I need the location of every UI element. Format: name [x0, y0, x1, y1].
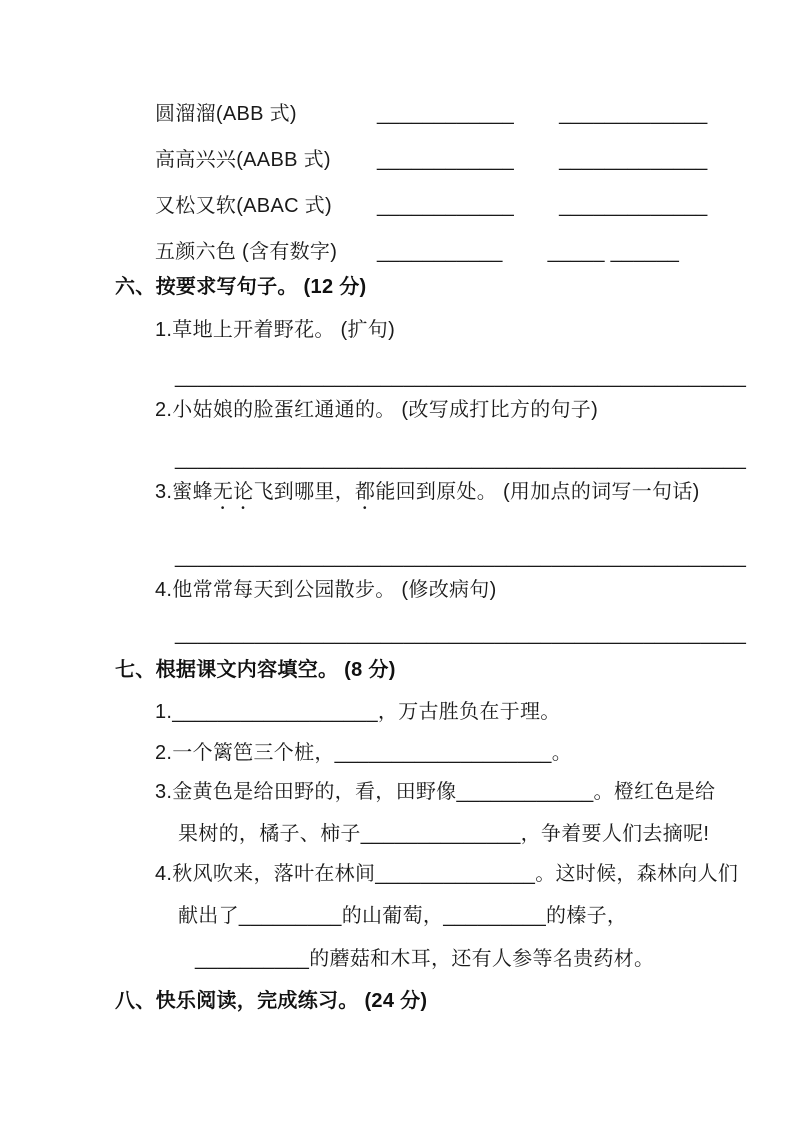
answer-blank: _____ ______: [547, 241, 680, 263]
answer-line: __________________________________________________: [175, 546, 747, 568]
question-7-4-line1: 4.秋风吹来，落叶在林间______________。这时候，森林向人们: [155, 863, 739, 885]
section-seven-heading: 七、根据课文内容填空。 (8 分): [115, 659, 396, 681]
answer-blank: ____________: [377, 149, 515, 171]
word-form-row: [155, 149, 773, 172]
section-eight: [115, 990, 773, 1013]
question-7-3-line1: 3.金黄色是给田野的，看，田野像____________。橙红色是给: [155, 781, 716, 803]
answer-blank: _____________: [559, 149, 708, 171]
dotted-word: 无论: [212, 481, 254, 503]
section-six-heading: 六、按要求写句子。 (12 分): [115, 276, 367, 298]
question-6-1: 1.草地上开着野花。 (扩句): [155, 319, 396, 341]
answer-blank: ___________: [377, 241, 503, 263]
answer-blank: _____________: [559, 195, 708, 217]
question-text-segment: 3.蜜蜂: [155, 481, 213, 503]
word-form-label: 圆溜溜(ABB 式): [155, 103, 297, 125]
answer-line: __________________________________________________: [175, 448, 747, 470]
question-6-3: [155, 481, 773, 514]
word-form-row: [155, 103, 773, 126]
question-7-3-line2: 果树的，橘子、柿子______________，争着要人们去摘呢!: [178, 823, 710, 845]
section-seven: [115, 659, 773, 971]
question-text-segment: 能回到原处。 (用加点的词写一句话): [375, 481, 700, 503]
answer-line: __________________________________________________: [175, 366, 747, 388]
question-7-2: 2.一个篱笆三个桩，___________________。: [155, 742, 573, 764]
answer-blank: ____________: [377, 103, 515, 125]
question-6-2: 2.小姑娘的脸蛋红通通的。 (改写成打比方的句子): [155, 399, 599, 421]
answer-blank: ____________: [377, 195, 515, 217]
answer-blank: _____________: [559, 103, 708, 125]
section-eight-heading: 八、快乐阅读，完成练习。 (24 分): [115, 990, 428, 1012]
question-7-4-line2: 献出了_________的山葡萄，_________的榛子，: [178, 905, 628, 927]
section-six: [115, 276, 773, 646]
word-form-label: 高高兴兴(AABB 式): [155, 149, 331, 171]
question-7-4-line3: __________的蘑菇和木耳，还有人参等名贵药材。: [195, 948, 655, 970]
question-text-segment: 飞到哪里，: [253, 481, 355, 503]
dotted-word: 都: [355, 481, 376, 503]
word-form-label: 五颜六色 (含有数字): [155, 241, 338, 263]
word-form-row: [155, 241, 773, 264]
word-form-section: [115, 103, 773, 264]
word-form-label: 又松又软(ABAC 式): [155, 195, 332, 217]
answer-line: __________________________________________________: [175, 623, 747, 645]
question-6-4: 4.他常常每天到公园散步。 (修改病句): [155, 579, 497, 601]
word-form-row: [155, 195, 773, 218]
question-7-1: 1.__________________，万古胜负在于理。: [155, 701, 561, 723]
